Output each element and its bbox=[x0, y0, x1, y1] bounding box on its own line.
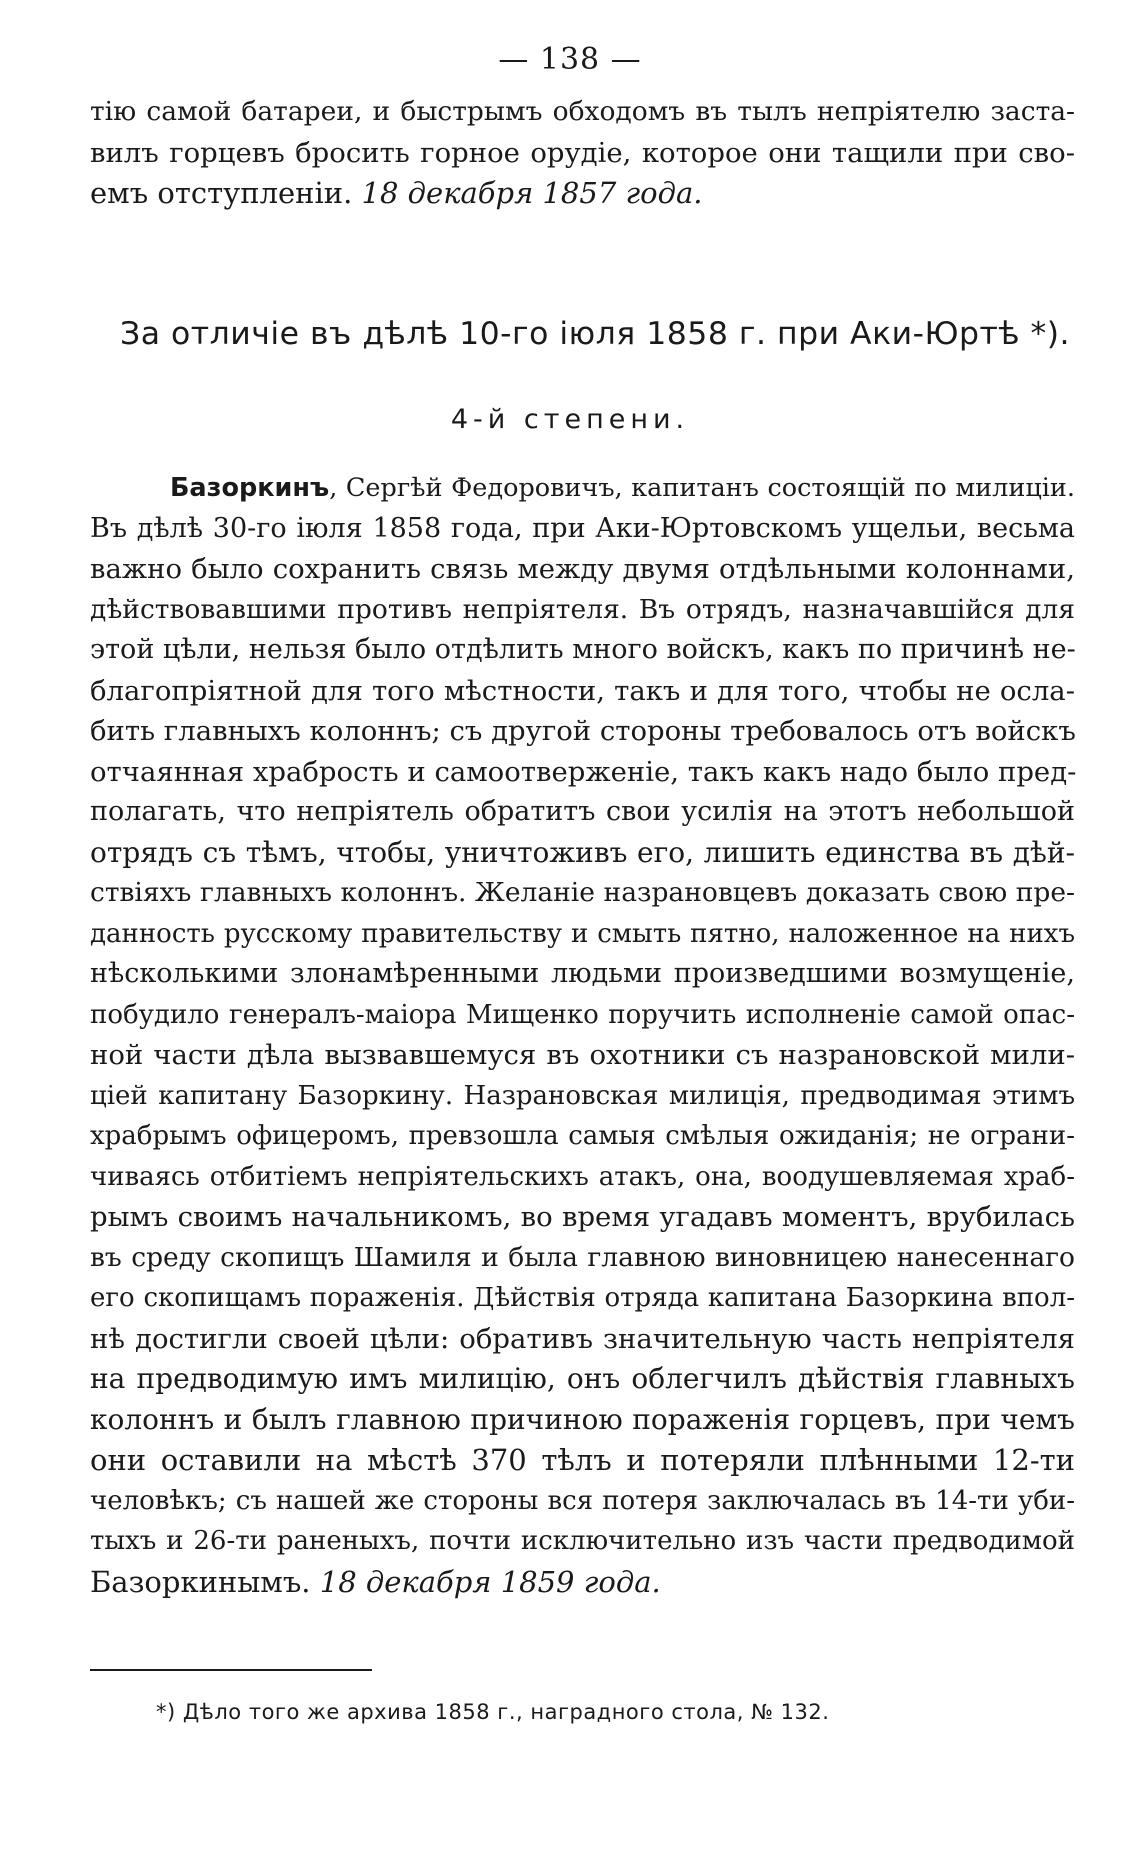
text-line: этой цѣли, нельзя было отдѣлить много войскъ, какъ по причинѣ не- bbox=[90, 634, 1076, 665]
text-line: они оставили на мѣстѣ 370 тѣлъ и потеряли плѣнными 12-ти bbox=[90, 1443, 1075, 1477]
text-line: отчаянная храбрость и самоотверженіе, такъ какъ надо было пред- bbox=[90, 755, 1077, 788]
text-line: ствіяхъ главныхъ колоннъ. Желаніе назрановцевъ доказать свою пре- bbox=[90, 877, 1075, 908]
text-line: вилъ горцевъ бросить горное орудіе, которое они тащили при сво- bbox=[90, 136, 1075, 169]
text-line: тію самой батареи, и быстрымъ обходомъ въ тылъ непріятелю заста- bbox=[90, 96, 1075, 127]
text-line: колоннъ и былъ главною причиною пораженія горцевъ, при чемъ bbox=[90, 1402, 1075, 1436]
entry-first-line bbox=[90, 468, 1075, 509]
line-text: емъ отступленіи. bbox=[90, 176, 353, 210]
entry-surname: Базоркинъ bbox=[170, 473, 330, 503]
text-line: отрядъ съ тѣмъ, чтобы, уничтоживъ его, лишить единства въ дѣй- bbox=[90, 835, 1075, 869]
text-line: дѣйствовавшими противъ непріятеля. Въ отрядъ, назначавшійся для bbox=[90, 593, 1075, 625]
section-heading: За отличіе въ дѣлѣ 10-го іюля 1858 г. при Аки-Юртѣ *). bbox=[120, 316, 1071, 352]
text-line bbox=[90, 1562, 1075, 1603]
entry-name-rank: , Сергѣй Федоровичъ, капитанъ состоящій по милиціи. bbox=[329, 473, 1075, 503]
text-line: нѣсколькими злонамѣренными людьми произведшими возмущеніе, bbox=[90, 958, 1075, 989]
text-line: Въ дѣлѣ 30-го іюля 1858 года, при Аки-Юртовскомъ ущельи, весьма bbox=[90, 512, 1075, 544]
text-line bbox=[90, 173, 1075, 214]
text-line: бить главныхъ колоннъ; съ другой стороны требовалось отъ войскъ bbox=[90, 715, 1076, 747]
entry-paragraph bbox=[90, 468, 1075, 1602]
text-line: ціей капитану Базоркину. Назрановская милиція, предводимая этимъ bbox=[90, 1080, 1075, 1111]
text-line: данность русскому правительству и смыть пятно, наложенное на нихъ bbox=[90, 918, 1075, 949]
footnote: *) Дѣло того же архива 1858 г., наградного стола, № 132. bbox=[156, 1700, 830, 1724]
text-line: благопріятной для того мѣстности, такъ и для того, чтобы не осла- bbox=[90, 674, 1075, 707]
line-text: Базоркинымъ. bbox=[90, 1564, 311, 1599]
text-line: на предводимую имъ милицію, онъ облегчилъ дѣйствія главныхъ bbox=[90, 1362, 1075, 1395]
text-line: человѣкъ; съ нашей же стороны вся потеря заключалась въ 14-ти уби- bbox=[90, 1485, 1075, 1516]
text-line: ной части дѣла вызвавшемуся въ охотники съ назрановской мили- bbox=[90, 1039, 1075, 1071]
text-line: побудило генералъ-маіора Мищенко поручить исполненіе самой опас- bbox=[90, 999, 1075, 1030]
degree-heading: 4-й степени. bbox=[450, 404, 690, 435]
award-date: 18 декабря 1859 года. bbox=[319, 1564, 661, 1599]
text-line: рымъ своимъ начальникомъ, во время угадавъ моментъ, врубилась bbox=[90, 1201, 1075, 1233]
page-number: — 138 — bbox=[498, 42, 642, 77]
footnote-divider bbox=[90, 1669, 372, 1671]
text-line: чиваясь отбитіемъ непріятельскихъ атакъ, она, воодушевляемая храб- bbox=[90, 1161, 1075, 1192]
award-date: 18 декабря 1857 года. bbox=[361, 176, 703, 210]
continuation-paragraph bbox=[90, 92, 1075, 214]
text-line: его скопищамъ пораженія. Дѣйствія отряда капитана Базоркина впол- bbox=[90, 1283, 1075, 1313]
text-line: храбрымъ офицеромъ, превзошла самыя смѣлыя ожиданія; не ограни- bbox=[90, 1121, 1075, 1151]
text-line: полагать, что непріятель обратитъ свои усилія на этотъ небольшой bbox=[90, 796, 1075, 827]
text-line: въ среду скопищъ Шамиля и была главною виновницею нанесеннаго bbox=[90, 1241, 1075, 1273]
text-line: нѣ достигли своей цѣли: обративъ значительную часть непріятеля bbox=[90, 1322, 1075, 1355]
text-line: тыхъ и 26-ти раненыхъ, почти исключительно изъ части предводимой bbox=[90, 1526, 1075, 1556]
text-line: важно было сохранить связь между двумя отдѣльными колоннами, bbox=[90, 553, 1075, 585]
